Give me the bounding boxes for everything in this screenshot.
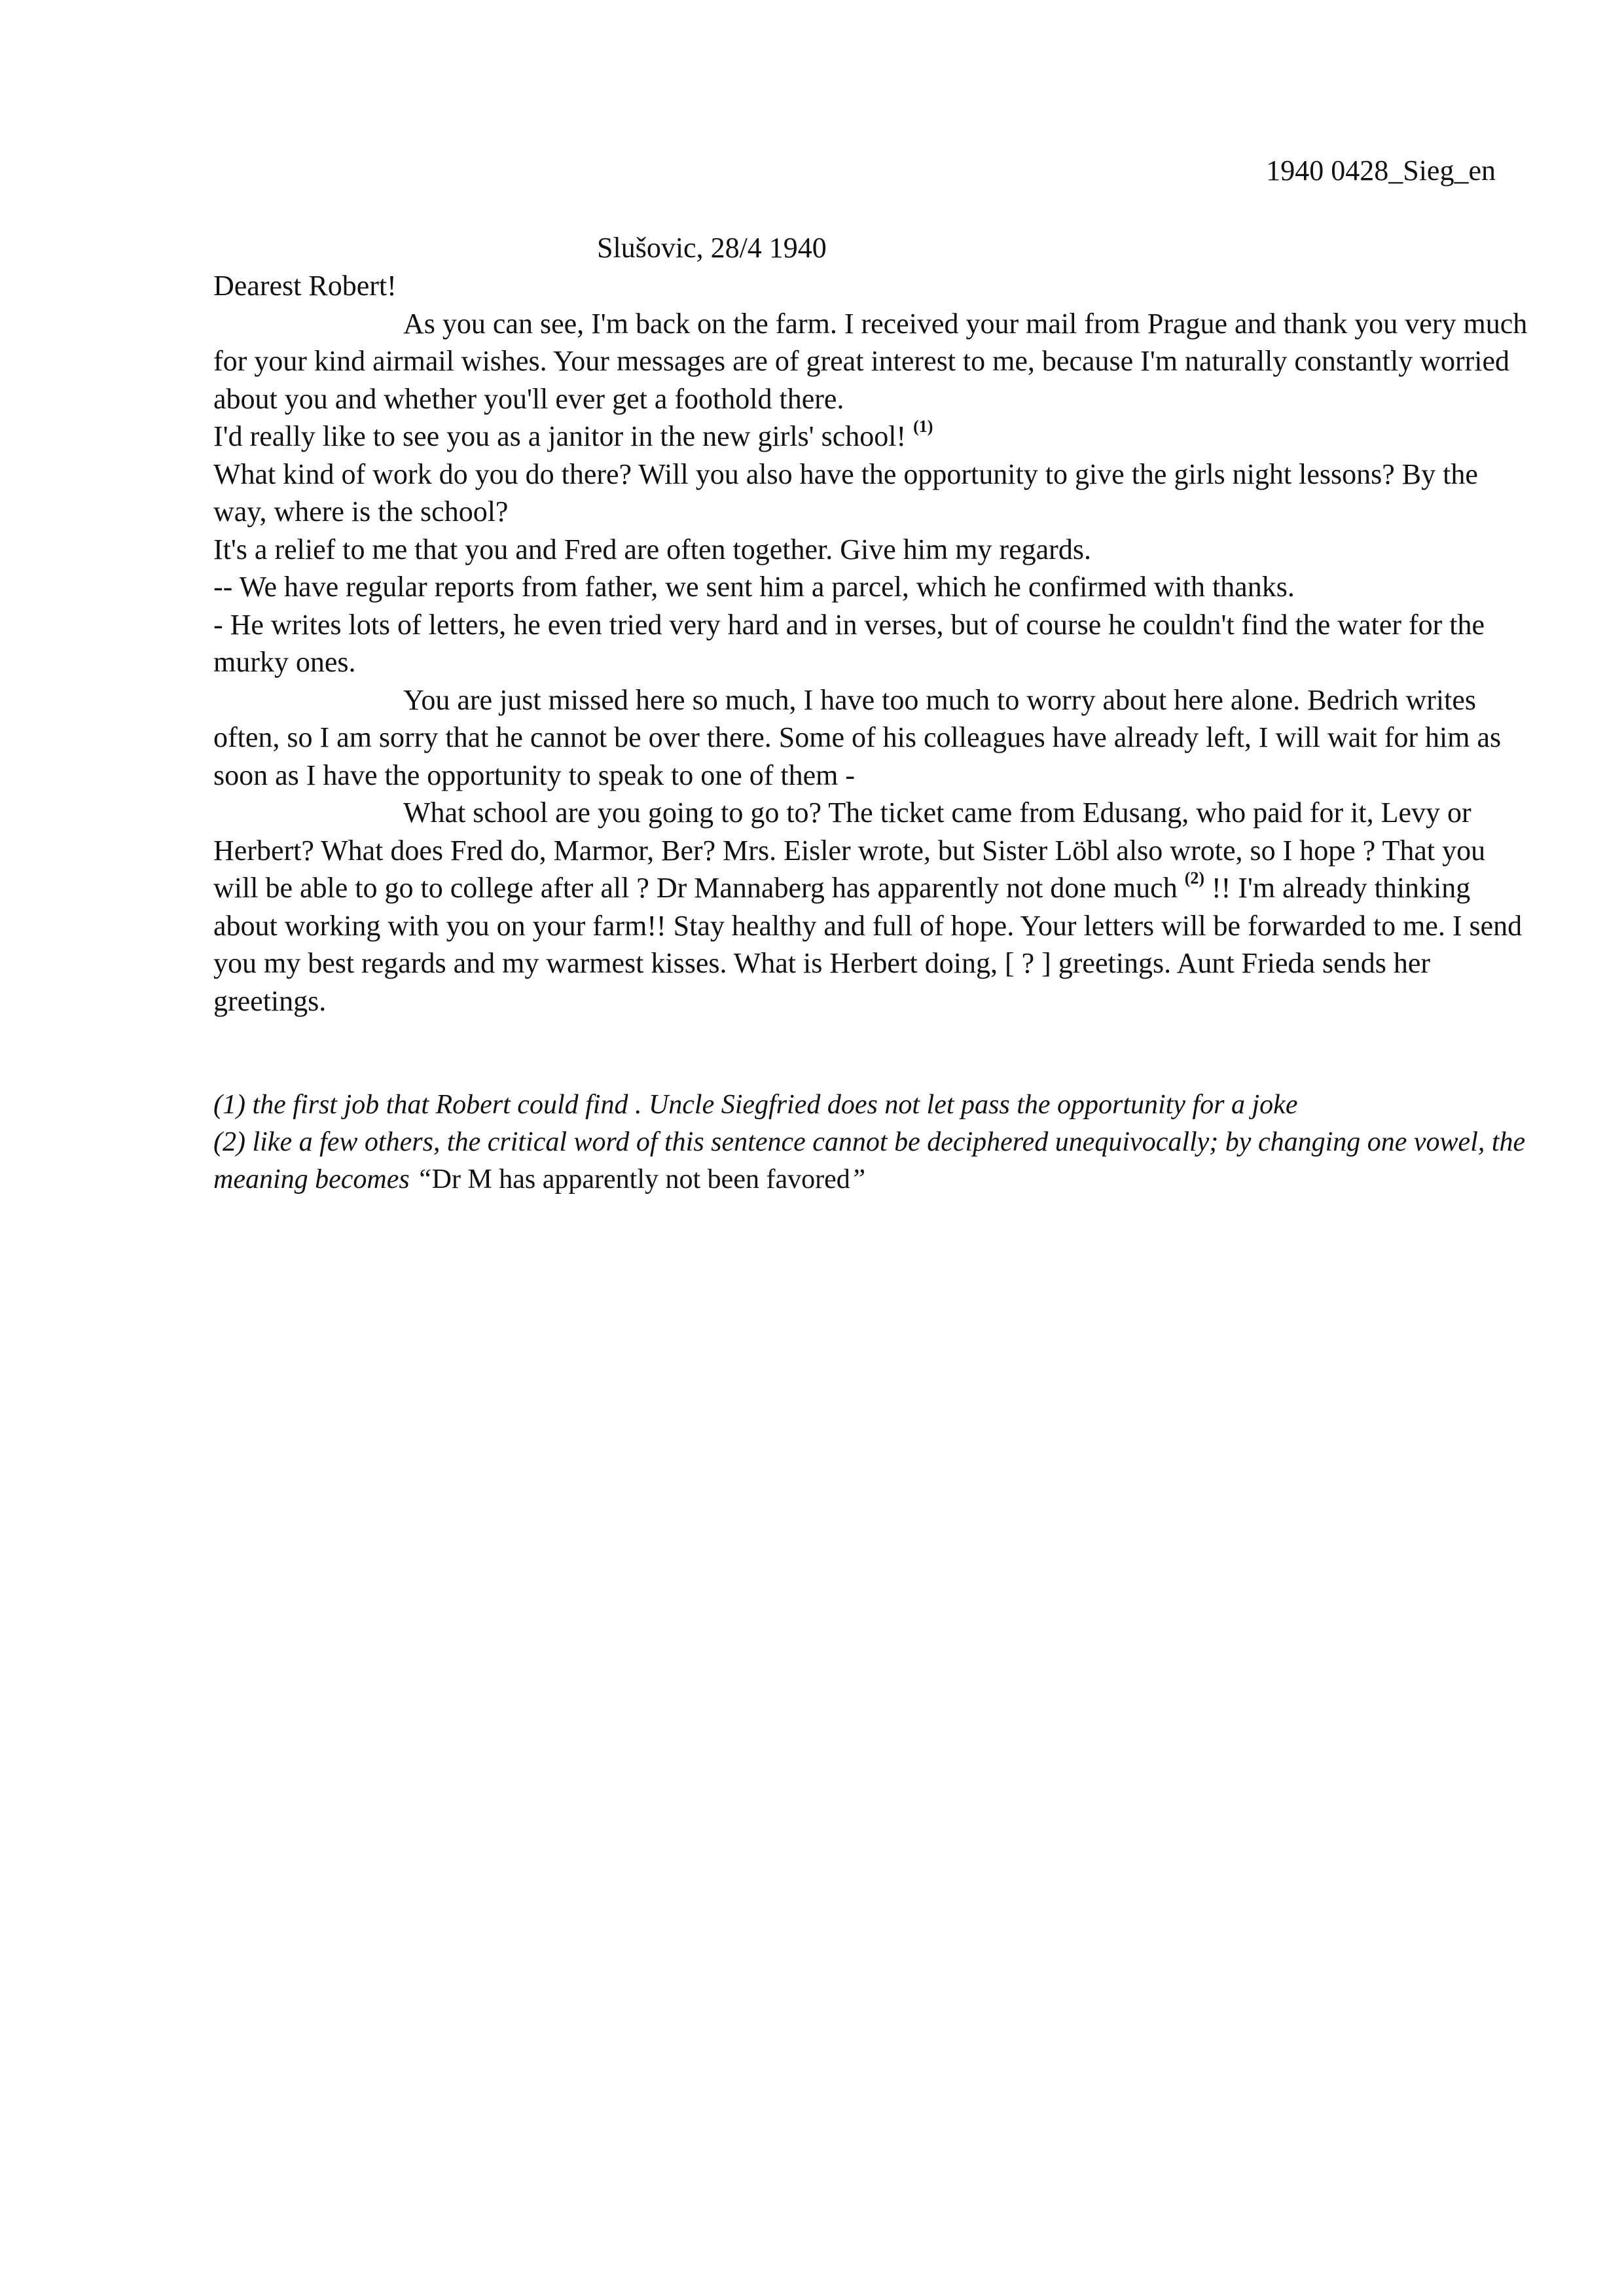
paragraph: -- We have regular reports from father, we sent him a parcel, which he confirmed with thanks. bbox=[213, 571, 1295, 603]
paragraph bbox=[213, 794, 1529, 1020]
footnote-marker: (1) bbox=[913, 417, 933, 437]
salutation: Dearest Robert! bbox=[213, 270, 397, 302]
document-id: 1940 0428_Sieg_en bbox=[1266, 154, 1496, 187]
paragraph: As you can see, I'm back on the farm. I received your mail from Prague and thank you very much for your kind airmail wishes. Your messages are of great interest to me, because I'm naturally constantly worried about you and whether you'll ever get a foothold there. bbox=[213, 307, 1528, 415]
footnote: (1) the first job that Robert could find . Uncle Siegfried does not let pass the opportunity for a joke bbox=[213, 1090, 1298, 1120]
letter-body bbox=[213, 267, 1529, 1020]
paragraph bbox=[213, 418, 1529, 456]
paragraph: - He writes lots of letters, he even tried very hard and in verses, but of course he couldn't find the water for the murky ones. bbox=[213, 608, 1485, 678]
footnote-text: (2) like a few others, the critical word of this sentence cannot be deciphered unequivocally; by changing one vowel, the meaning becomes “ bbox=[213, 1127, 1526, 1194]
footnote-text: ” bbox=[850, 1164, 866, 1194]
paragraph-text: What school are you going to go to? The ticket came from Edusang, who paid for it, Levy or Herbert? What does Fred do, Marmor, Ber? Mrs. Eisler wrote, but Sister Löbl also wrote, so I hope ? That you will be able to go to college after all ? Dr Mannaberg has apparently not done much bbox=[213, 797, 1486, 904]
footnote-marker: (2) bbox=[1184, 869, 1205, 888]
paragraph: You are just missed here so much, I have too much to worry about here alone. Bedrich writes often, so I am sorry that he cannot be over there. Some of his colleagues have already left, I will wait for him as soon as I have the opportunity to speak to one of them - bbox=[213, 683, 1502, 791]
place-date-line: Slušovic, 28/4 1940 bbox=[597, 232, 827, 264]
paragraph: It's a relief to me that you and Fred are often together. Give him my regards. bbox=[213, 533, 1091, 565]
paragraph-text: !! I'm already thinking about working with you on your farm!! Stay healthy and full of hope. Your letters will be forwarded to me. I send you my best regards and my warmest kisses. What is Herbert doing, [ ? ] greetings. Aunt Frieda sends her greetings. bbox=[213, 872, 1523, 1017]
footnote-quote: Dr M has apparently not been favored bbox=[431, 1164, 850, 1194]
paragraph: What kind of work do you do there? Will you also have the opportunity to give the girls night lessons? By the way, where is the school? bbox=[213, 457, 1478, 528]
footnote bbox=[213, 1124, 1529, 1198]
footnotes bbox=[213, 1086, 1529, 1198]
paragraph-text: I'd really like to see you as a janitor in the new girls' school! bbox=[213, 420, 907, 452]
